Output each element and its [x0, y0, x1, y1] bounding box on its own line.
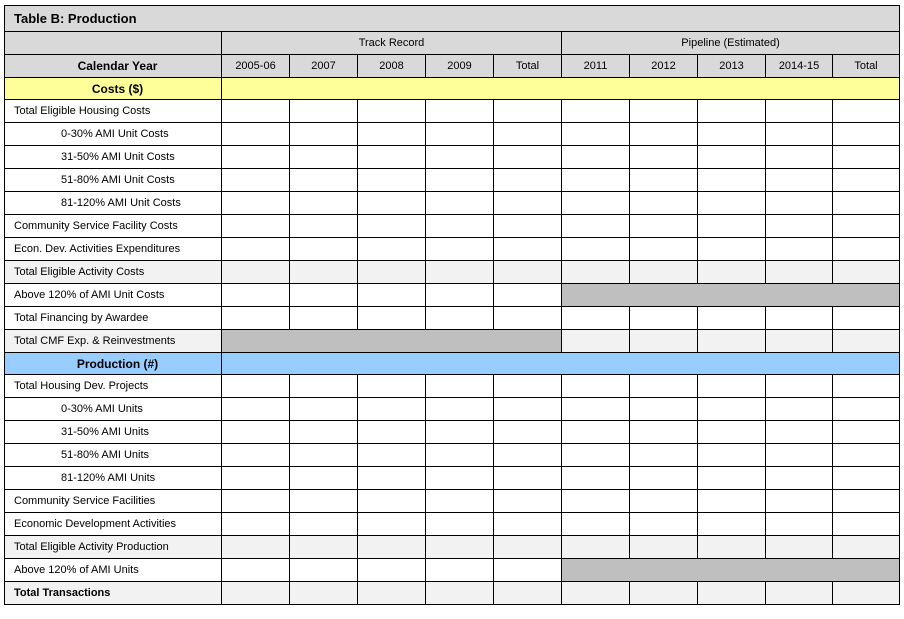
- data-cell[interactable]: [358, 467, 426, 490]
- data-cell[interactable]: [222, 536, 290, 559]
- data-cell[interactable]: [630, 192, 698, 215]
- table-row: [5, 330, 900, 353]
- data-cell[interactable]: [290, 146, 358, 169]
- table-title: Table B: Production: [5, 6, 900, 32]
- data-cell[interactable]: [494, 169, 562, 192]
- data-cell[interactable]: [290, 100, 358, 123]
- production-section-band: [222, 353, 900, 375]
- production-section-row: [5, 353, 900, 375]
- data-cell[interactable]: [766, 261, 833, 284]
- data-cell[interactable]: [562, 215, 630, 238]
- data-cell[interactable]: [358, 307, 426, 330]
- data-cell[interactable]: [290, 375, 358, 398]
- data-cell[interactable]: [630, 169, 698, 192]
- data-cell[interactable]: [698, 444, 766, 467]
- data-cell[interactable]: [358, 238, 426, 261]
- data-cell[interactable]: [494, 490, 562, 513]
- data-cell[interactable]: [290, 169, 358, 192]
- data-cell[interactable]: [562, 307, 630, 330]
- data-cell[interactable]: [358, 444, 426, 467]
- data-cell[interactable]: [833, 100, 900, 123]
- row-label: Total Eligible Activity Costs: [5, 261, 222, 284]
- data-cell[interactable]: [494, 146, 562, 169]
- data-cell[interactable]: [290, 582, 358, 605]
- data-cell[interactable]: [562, 536, 630, 559]
- data-cell[interactable]: [630, 100, 698, 123]
- table-row: [5, 421, 900, 444]
- data-cell[interactable]: [562, 467, 630, 490]
- data-cell[interactable]: [494, 238, 562, 261]
- data-cell[interactable]: [222, 582, 290, 605]
- data-cell[interactable]: [833, 421, 900, 444]
- data-cell[interactable]: [494, 192, 562, 215]
- data-cell[interactable]: [290, 123, 358, 146]
- data-cell[interactable]: [358, 284, 426, 307]
- row-label: Total Eligible Housing Costs: [5, 100, 222, 123]
- data-cell[interactable]: [698, 490, 766, 513]
- data-cell[interactable]: [833, 490, 900, 513]
- data-cell[interactable]: [222, 513, 290, 536]
- table-row: [5, 444, 900, 467]
- data-cell[interactable]: [562, 398, 630, 421]
- data-cell[interactable]: [358, 559, 426, 582]
- data-cell[interactable]: [290, 261, 358, 284]
- data-cell[interactable]: [630, 307, 698, 330]
- col-pipeline-1: 2011: [562, 55, 630, 78]
- group-header-row: [5, 32, 900, 55]
- data-cell[interactable]: [833, 261, 900, 284]
- row-label: Community Service Facilities: [5, 490, 222, 513]
- data-cell[interactable]: [426, 513, 494, 536]
- data-cell[interactable]: [766, 490, 833, 513]
- data-cell[interactable]: [358, 536, 426, 559]
- table-row: [5, 398, 900, 421]
- data-cell[interactable]: [494, 100, 562, 123]
- data-cell[interactable]: [562, 123, 630, 146]
- col-track-2: 2007: [290, 55, 358, 78]
- data-cell[interactable]: [562, 169, 630, 192]
- data-cell[interactable]: [698, 513, 766, 536]
- data-cell[interactable]: [222, 146, 290, 169]
- data-cell[interactable]: [833, 536, 900, 559]
- row-label: Total Eligible Activity Production: [5, 536, 222, 559]
- data-cell[interactable]: [630, 490, 698, 513]
- data-cell[interactable]: [630, 536, 698, 559]
- data-cell[interactable]: [698, 169, 766, 192]
- data-cell[interactable]: [222, 467, 290, 490]
- data-cell[interactable]: [698, 215, 766, 238]
- data-cell[interactable]: [426, 536, 494, 559]
- col-track-3: 2008: [358, 55, 426, 78]
- data-cell[interactable]: [630, 375, 698, 398]
- data-cell[interactable]: [833, 330, 900, 353]
- data-cell[interactable]: [494, 261, 562, 284]
- data-cell[interactable]: [222, 261, 290, 284]
- data-cell[interactable]: [698, 330, 766, 353]
- table-row: [5, 169, 900, 192]
- data-cell[interactable]: [494, 513, 562, 536]
- data-cell[interactable]: [698, 146, 766, 169]
- data-cell[interactable]: [426, 375, 494, 398]
- group-track-record: Track Record: [222, 32, 562, 55]
- data-cell[interactable]: [562, 421, 630, 444]
- data-cell[interactable]: [630, 421, 698, 444]
- data-cell[interactable]: [698, 100, 766, 123]
- col-pipeline-3: 2013: [698, 55, 766, 78]
- col-pipeline-total: Total: [833, 55, 900, 78]
- data-cell[interactable]: [766, 169, 833, 192]
- data-cell[interactable]: [562, 330, 630, 353]
- data-cell[interactable]: [562, 490, 630, 513]
- table-row: [5, 215, 900, 238]
- data-cell[interactable]: [426, 238, 494, 261]
- col-pipeline-2: 2012: [630, 55, 698, 78]
- data-cell[interactable]: [426, 398, 494, 421]
- data-cell[interactable]: [426, 582, 494, 605]
- data-cell[interactable]: [766, 238, 833, 261]
- data-cell[interactable]: [630, 467, 698, 490]
- data-cell[interactable]: [358, 261, 426, 284]
- data-cell[interactable]: [222, 375, 290, 398]
- row-label: 0-30% AMI Units: [5, 398, 222, 421]
- row-label: Above 120% of AMI Unit Costs: [5, 284, 222, 307]
- data-cell[interactable]: [766, 146, 833, 169]
- data-cell[interactable]: [833, 375, 900, 398]
- data-cell[interactable]: [358, 123, 426, 146]
- data-cell[interactable]: [222, 238, 290, 261]
- data-cell[interactable]: [698, 261, 766, 284]
- data-cell[interactable]: [290, 192, 358, 215]
- data-cell[interactable]: [698, 582, 766, 605]
- data-cell[interactable]: [766, 421, 833, 444]
- data-cell[interactable]: [290, 559, 358, 582]
- data-cell[interactable]: [426, 284, 494, 307]
- data-cell[interactable]: [766, 444, 833, 467]
- data-cell[interactable]: [630, 215, 698, 238]
- table-row: [5, 284, 900, 307]
- data-cell[interactable]: [358, 215, 426, 238]
- row-label: 81-120% AMI Units: [5, 467, 222, 490]
- data-cell[interactable]: [222, 123, 290, 146]
- data-cell[interactable]: [630, 444, 698, 467]
- data-cell[interactable]: [630, 513, 698, 536]
- costs-section-row: [5, 78, 900, 100]
- data-cell[interactable]: [833, 192, 900, 215]
- column-header-row: [5, 55, 900, 78]
- data-cell[interactable]: [358, 398, 426, 421]
- data-cell[interactable]: [222, 100, 290, 123]
- data-cell[interactable]: [290, 490, 358, 513]
- data-cell[interactable]: [358, 146, 426, 169]
- data-cell[interactable]: [290, 398, 358, 421]
- data-cell[interactable]: [698, 307, 766, 330]
- data-cell[interactable]: [833, 169, 900, 192]
- data-cell[interactable]: [426, 192, 494, 215]
- table-row: [5, 261, 900, 284]
- row-label: Total Financing by Awardee: [5, 307, 222, 330]
- data-cell[interactable]: [426, 467, 494, 490]
- col-pipeline-4: 2014-15: [766, 55, 833, 78]
- data-cell[interactable]: [222, 444, 290, 467]
- data-cell[interactable]: [833, 398, 900, 421]
- data-cell[interactable]: [222, 192, 290, 215]
- data-cell[interactable]: [766, 215, 833, 238]
- data-cell[interactable]: [358, 421, 426, 444]
- table-row: [5, 375, 900, 398]
- data-cell[interactable]: [494, 284, 562, 307]
- data-cell[interactable]: [698, 123, 766, 146]
- data-cell[interactable]: [630, 398, 698, 421]
- row-label: Above 120% of AMI Units: [5, 559, 222, 582]
- table-row: [5, 192, 900, 215]
- data-cell[interactable]: [562, 375, 630, 398]
- data-cell[interactable]: [833, 467, 900, 490]
- data-cell[interactable]: [698, 421, 766, 444]
- data-cell[interactable]: [222, 559, 290, 582]
- data-cell[interactable]: [358, 582, 426, 605]
- row-label: Total CMF Exp. & Reinvestments: [5, 330, 222, 353]
- table-row: [5, 513, 900, 536]
- data-cell[interactable]: [222, 398, 290, 421]
- data-cell[interactable]: [562, 513, 630, 536]
- data-cell[interactable]: [290, 467, 358, 490]
- data-cell[interactable]: [698, 398, 766, 421]
- data-cell[interactable]: [630, 238, 698, 261]
- table-row: [5, 307, 900, 330]
- col-track-4: 2009: [426, 55, 494, 78]
- data-cell[interactable]: [426, 490, 494, 513]
- row-label: Total Transactions: [5, 582, 222, 605]
- costs-section-heading: Costs ($): [5, 78, 222, 100]
- data-cell[interactable]: [494, 307, 562, 330]
- data-cell[interactable]: [833, 582, 900, 605]
- table-row: [5, 582, 900, 605]
- data-cell[interactable]: [630, 123, 698, 146]
- data-cell[interactable]: [494, 421, 562, 444]
- data-cell[interactable]: [833, 513, 900, 536]
- data-cell[interactable]: [698, 375, 766, 398]
- data-cell[interactable]: [358, 169, 426, 192]
- group-header-blank: [5, 32, 222, 55]
- data-cell[interactable]: [766, 513, 833, 536]
- production-table: [4, 5, 900, 605]
- data-cell[interactable]: [833, 123, 900, 146]
- table-row: [5, 238, 900, 261]
- data-cell[interactable]: [630, 261, 698, 284]
- not-applicable-cell: [562, 284, 900, 307]
- not-applicable-cell: [222, 330, 562, 353]
- data-cell[interactable]: [494, 444, 562, 467]
- data-cell[interactable]: [562, 146, 630, 169]
- row-label: 31-50% AMI Unit Costs: [5, 146, 222, 169]
- data-cell[interactable]: [290, 513, 358, 536]
- calendar-year-label: Calendar Year: [5, 55, 222, 78]
- table-row: [5, 536, 900, 559]
- data-cell[interactable]: [562, 444, 630, 467]
- data-cell[interactable]: [426, 444, 494, 467]
- data-cell[interactable]: [358, 490, 426, 513]
- data-cell[interactable]: [222, 421, 290, 444]
- not-applicable-cell: [562, 559, 900, 582]
- data-cell[interactable]: [630, 330, 698, 353]
- row-label: 31-50% AMI Units: [5, 421, 222, 444]
- data-cell[interactable]: [426, 307, 494, 330]
- table-row: [5, 559, 900, 582]
- data-cell[interactable]: [494, 375, 562, 398]
- costs-section-band: [222, 78, 900, 100]
- data-cell[interactable]: [222, 284, 290, 307]
- data-cell[interactable]: [766, 100, 833, 123]
- data-cell[interactable]: [426, 215, 494, 238]
- data-cell[interactable]: [833, 146, 900, 169]
- data-cell[interactable]: [698, 467, 766, 490]
- data-cell[interactable]: [562, 192, 630, 215]
- data-cell[interactable]: [426, 123, 494, 146]
- table-row: [5, 123, 900, 146]
- data-cell[interactable]: [426, 261, 494, 284]
- data-cell[interactable]: [494, 398, 562, 421]
- data-cell[interactable]: [766, 398, 833, 421]
- data-cell[interactable]: [494, 582, 562, 605]
- row-label: Econ. Dev. Activities Expenditures: [5, 238, 222, 261]
- production-section-heading: Production (#): [5, 353, 222, 375]
- data-cell[interactable]: [290, 421, 358, 444]
- data-cell[interactable]: [426, 421, 494, 444]
- data-cell[interactable]: [426, 146, 494, 169]
- data-cell[interactable]: [630, 582, 698, 605]
- data-cell[interactable]: [290, 444, 358, 467]
- data-cell[interactable]: [833, 444, 900, 467]
- data-cell[interactable]: [494, 215, 562, 238]
- data-cell[interactable]: [290, 307, 358, 330]
- data-cell[interactable]: [833, 307, 900, 330]
- data-cell[interactable]: [222, 307, 290, 330]
- row-label: Community Service Facility Costs: [5, 215, 222, 238]
- col-track-1: 2005-06: [222, 55, 290, 78]
- data-cell[interactable]: [562, 238, 630, 261]
- table-row: [5, 146, 900, 169]
- row-label: Total Housing Dev. Projects: [5, 375, 222, 398]
- data-cell[interactable]: [562, 582, 630, 605]
- data-cell[interactable]: [766, 192, 833, 215]
- data-cell[interactable]: [222, 169, 290, 192]
- data-cell[interactable]: [562, 261, 630, 284]
- data-cell[interactable]: [290, 536, 358, 559]
- data-cell[interactable]: [494, 559, 562, 582]
- data-cell[interactable]: [698, 536, 766, 559]
- data-cell[interactable]: [494, 467, 562, 490]
- data-cell[interactable]: [358, 100, 426, 123]
- data-cell[interactable]: [494, 123, 562, 146]
- row-label: 81-120% AMI Unit Costs: [5, 192, 222, 215]
- table-row: [5, 490, 900, 513]
- data-cell[interactable]: [222, 490, 290, 513]
- row-label: 0-30% AMI Unit Costs: [5, 123, 222, 146]
- row-label: Economic Development Activities: [5, 513, 222, 536]
- data-cell[interactable]: [222, 215, 290, 238]
- data-cell[interactable]: [630, 146, 698, 169]
- table-row: [5, 467, 900, 490]
- col-track-total: Total: [494, 55, 562, 78]
- data-cell[interactable]: [766, 307, 833, 330]
- data-cell[interactable]: [290, 284, 358, 307]
- group-pipeline: Pipeline (Estimated): [562, 32, 900, 55]
- data-cell[interactable]: [766, 375, 833, 398]
- data-cell[interactable]: [426, 169, 494, 192]
- data-cell[interactable]: [698, 238, 766, 261]
- data-cell[interactable]: [358, 192, 426, 215]
- data-cell[interactable]: [426, 559, 494, 582]
- data-cell[interactable]: [766, 330, 833, 353]
- data-cell[interactable]: [358, 375, 426, 398]
- data-cell[interactable]: [290, 238, 358, 261]
- data-cell[interactable]: [766, 467, 833, 490]
- data-cell[interactable]: [766, 123, 833, 146]
- row-label: 51-80% AMI Unit Costs: [5, 169, 222, 192]
- data-cell[interactable]: [358, 513, 426, 536]
- row-label: 51-80% AMI Units: [5, 444, 222, 467]
- data-cell[interactable]: [426, 100, 494, 123]
- data-cell[interactable]: [766, 582, 833, 605]
- table-row: [5, 100, 900, 123]
- production-table-container: [4, 5, 900, 605]
- data-cell[interactable]: [290, 215, 358, 238]
- data-cell[interactable]: [698, 192, 766, 215]
- data-cell[interactable]: [562, 100, 630, 123]
- data-cell[interactable]: [494, 536, 562, 559]
- data-cell[interactable]: [833, 238, 900, 261]
- data-cell[interactable]: [766, 536, 833, 559]
- data-cell[interactable]: [833, 215, 900, 238]
